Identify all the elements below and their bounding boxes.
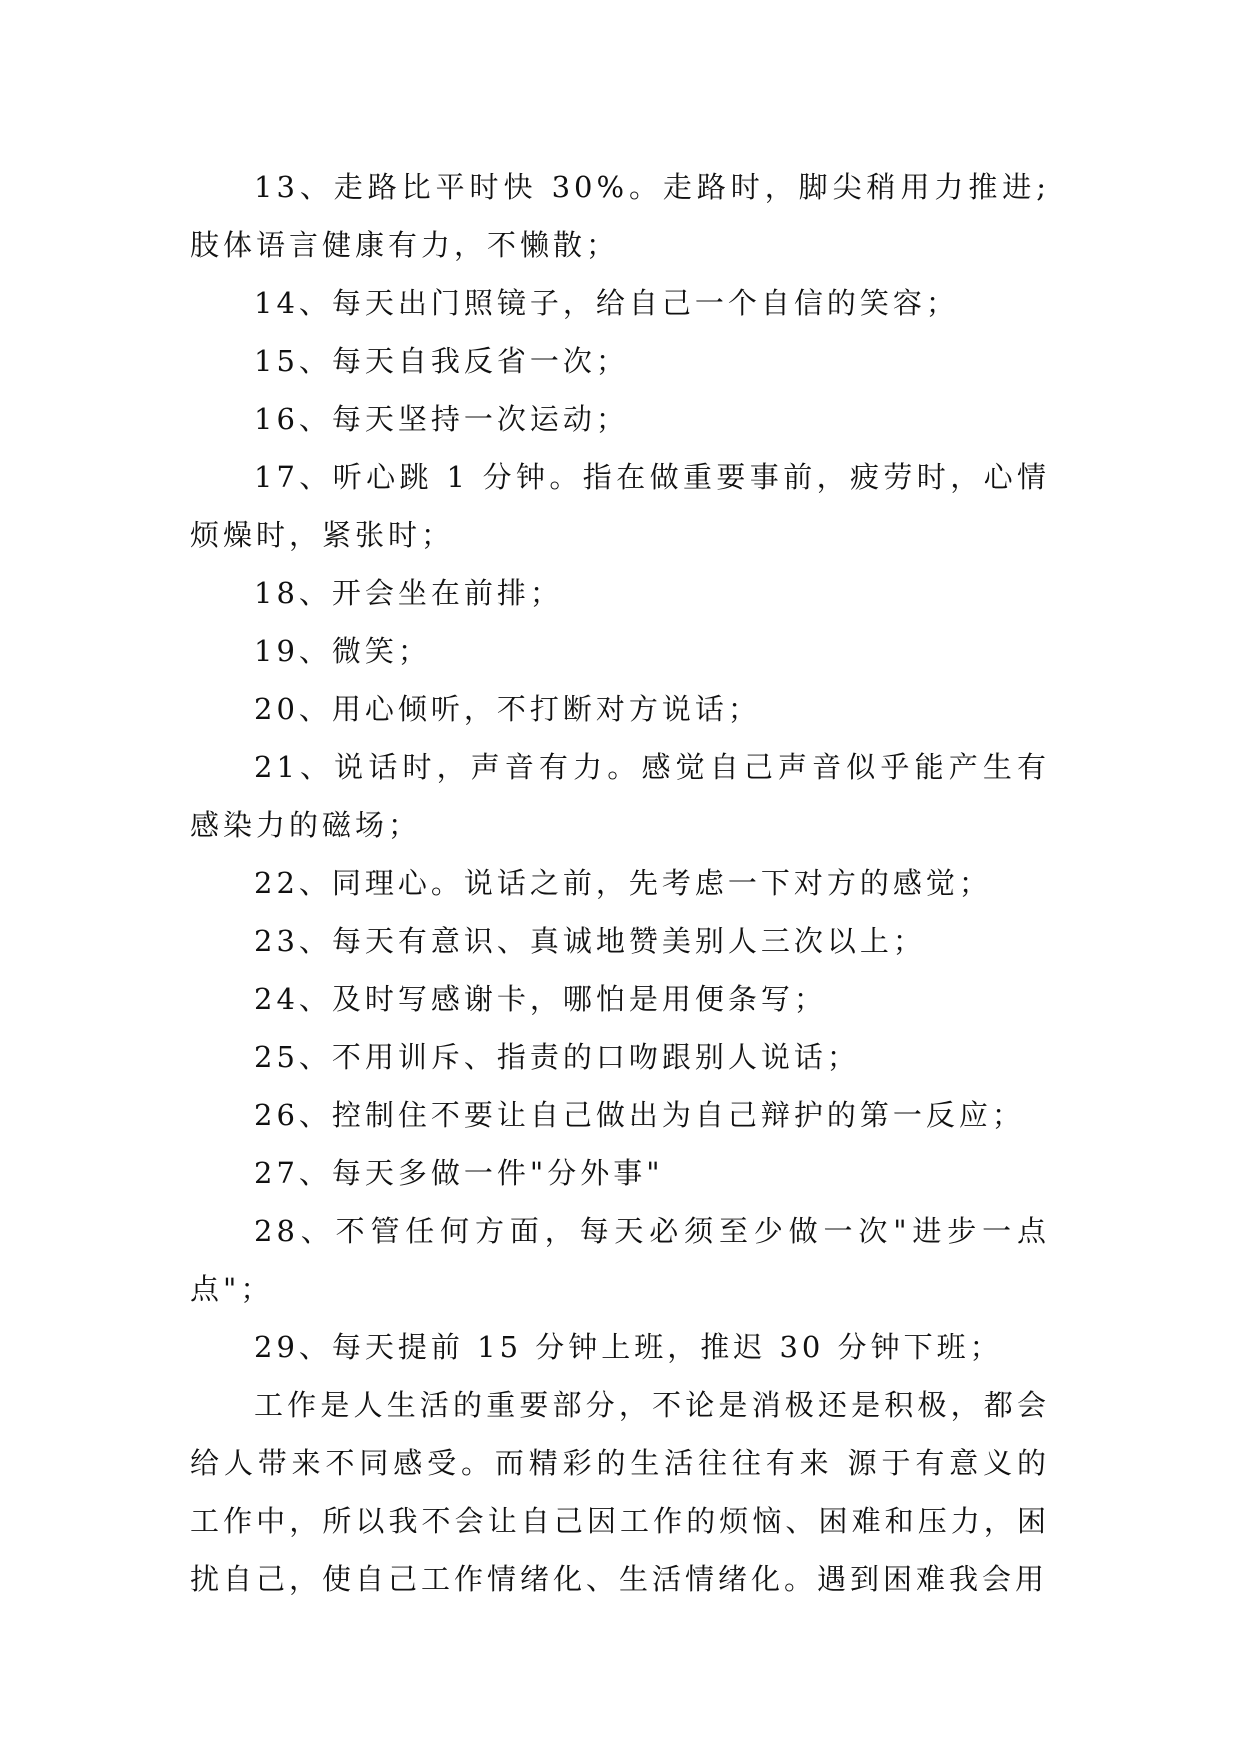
list-item: 13、走路比平时快 30%。走路时，脚尖稍用力推进;肢体语言健康有力，不懒散； [190, 170, 1050, 262]
list-item: 19、微笑； [254, 634, 431, 668]
list-item: 21、说话时，声音有力。感觉自己声音似乎能产生有感染力的磁场； [190, 750, 1050, 842]
list-item: 18、开会坐在前排； [254, 576, 563, 610]
list-item: 15、每天自我反省一次； [254, 344, 629, 378]
list-item: 17、听心跳 1 分钟。指在做重要事前，疲劳时，心情烦燥时，紧张时； [190, 460, 1050, 552]
list-item: 28、不管任何方面，每天必须至少做一次"进步一点点"； [190, 1214, 1050, 1306]
body-paragraph: 工作是人生活的重要部分，不论是消极还是积极，都会给人带来不同感受。而精彩的生活往往有来 源于有意义的工作中，所以我不会让自己因工作的烦恼、困难和压力，困扰自己，使自己工作情绪化、生活情绪化。遇到困难我会用 [190, 1388, 1050, 1596]
list-item: 27、每天多做一件"分外事" [254, 1156, 664, 1190]
list-item: 22、同理心。说话之前，先考虑一下对方的感觉； [254, 866, 992, 900]
list-item: 26、控制住不要让自己做出为自己辩护的第一反应； [254, 1098, 1025, 1132]
list-item: 29、每天提前 15 分钟上班，推迟 30 分钟下班； [254, 1330, 1003, 1364]
document-body [190, 158, 1050, 1608]
list-item: 14、每天出门照镜子，给自己一个自信的笑容； [254, 286, 959, 320]
list-item: 25、不用训斥、指责的口吻跟别人说话； [254, 1040, 860, 1074]
list-item: 23、每天有意识、真诚地赞美别人三次以上； [254, 924, 926, 958]
list-item: 20、用心倾听，不打断对方说话； [254, 692, 761, 726]
list-item: 24、及时写感谢卡，哪怕是用便条写； [254, 982, 827, 1016]
list-item: 16、每天坚持一次运动； [254, 402, 629, 436]
